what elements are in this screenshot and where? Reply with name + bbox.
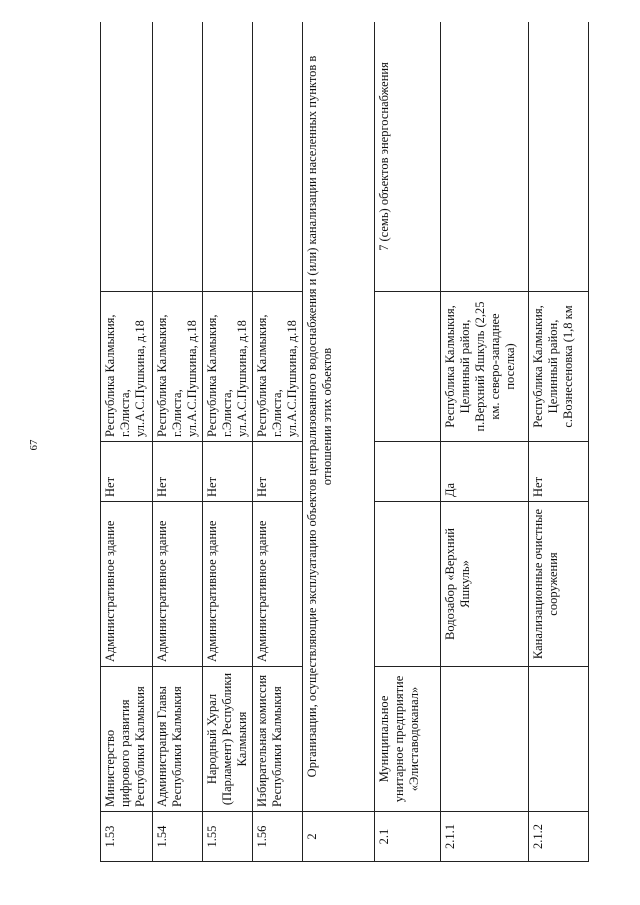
- table-row: [529, 22, 589, 862]
- address-cell: [375, 292, 441, 442]
- rotated-page: [100, 22, 638, 862]
- organization-cell: Народный Хурал (Парламент) Республики Калмыкия: [203, 667, 253, 812]
- object-cell: [375, 502, 441, 667]
- table-row: [375, 22, 441, 862]
- row-number: 1.53: [101, 812, 153, 862]
- address-cell: Республика Калмыкия, г.Элиста, ул.А.С.Пушкина, д.18: [203, 292, 253, 442]
- count-cell: [253, 22, 303, 292]
- object-cell: Канализационные очистные сооружения: [529, 502, 589, 667]
- table-row: [441, 22, 529, 862]
- organization-cell: Администрация Главы Республики Калмыкия: [153, 667, 203, 812]
- table-row: [101, 22, 153, 862]
- row-number: 2.1.2: [529, 812, 589, 862]
- table-row: [153, 22, 203, 862]
- row-number: 1.56: [253, 812, 303, 862]
- flag-cell: Нет: [101, 442, 153, 502]
- row-number: 2.1.1: [441, 812, 529, 862]
- count-cell: [529, 22, 589, 292]
- object-cell: Административное здание: [253, 502, 303, 667]
- section-title: Организации, осуществляющие эксплуатацию объектов централизованного водоснабжения и (или) канализации населенных пунктов в отношении этих объектов: [303, 22, 375, 812]
- address-cell: Республика Калмыкия, г.Элиста, ул.А.С.Пушкина, д.18: [153, 292, 203, 442]
- row-number: 1.55: [203, 812, 253, 862]
- flag-cell: Нет: [153, 442, 203, 502]
- table-row: [203, 22, 253, 862]
- objects-table: [100, 22, 589, 862]
- organization-cell: Муниципальное унитарное предприятие «Элиставодоканал»: [375, 667, 441, 812]
- count-cell: 7 (семь) объектов энергоснабжения: [375, 22, 441, 292]
- object-cell: Водозабор «Верхний Яшкуль»: [441, 502, 529, 667]
- address-cell: Республика Калмыкия, г.Элиста, ул.А.С.Пушкина, д.18: [253, 292, 303, 442]
- row-number: 1.54: [153, 812, 203, 862]
- object-cell: Административное здание: [203, 502, 253, 667]
- page-number: 67: [28, 439, 40, 451]
- organization-cell: Министерство цифрового развития Республики Калмыкия: [101, 667, 153, 812]
- organization-cell: [529, 667, 589, 812]
- section-row: [303, 22, 375, 862]
- count-cell: [101, 22, 153, 292]
- flag-cell: Нет: [253, 442, 303, 502]
- table-row: [253, 22, 303, 862]
- row-number: 2.1: [375, 812, 441, 862]
- count-cell: [441, 22, 529, 292]
- object-cell: Административное здание: [101, 502, 153, 667]
- count-cell: [203, 22, 253, 292]
- object-cell: Административное здание: [153, 502, 203, 667]
- flag-cell: Да: [441, 442, 529, 502]
- count-cell: [153, 22, 203, 292]
- flag-cell: Нет: [529, 442, 589, 502]
- address-cell: Республика Калмыкия, г.Элиста, ул.А.С.Пушкина, д.18: [101, 292, 153, 442]
- section-number: 2: [303, 812, 375, 862]
- organization-cell: Избирательная комиссия Республики Калмыкия: [253, 667, 303, 812]
- address-cell: Республика Калмыкия, Целинный район, с.Вознесеновка (1,8 км: [529, 292, 589, 442]
- organization-cell: [441, 667, 529, 812]
- flag-cell: Нет: [203, 442, 253, 502]
- address-cell: Республика Калмыкия, Целинный район, п.Верхний Яшкуль (2,25 км. северо-западнее поселка): [441, 292, 529, 442]
- flag-cell: [375, 442, 441, 502]
